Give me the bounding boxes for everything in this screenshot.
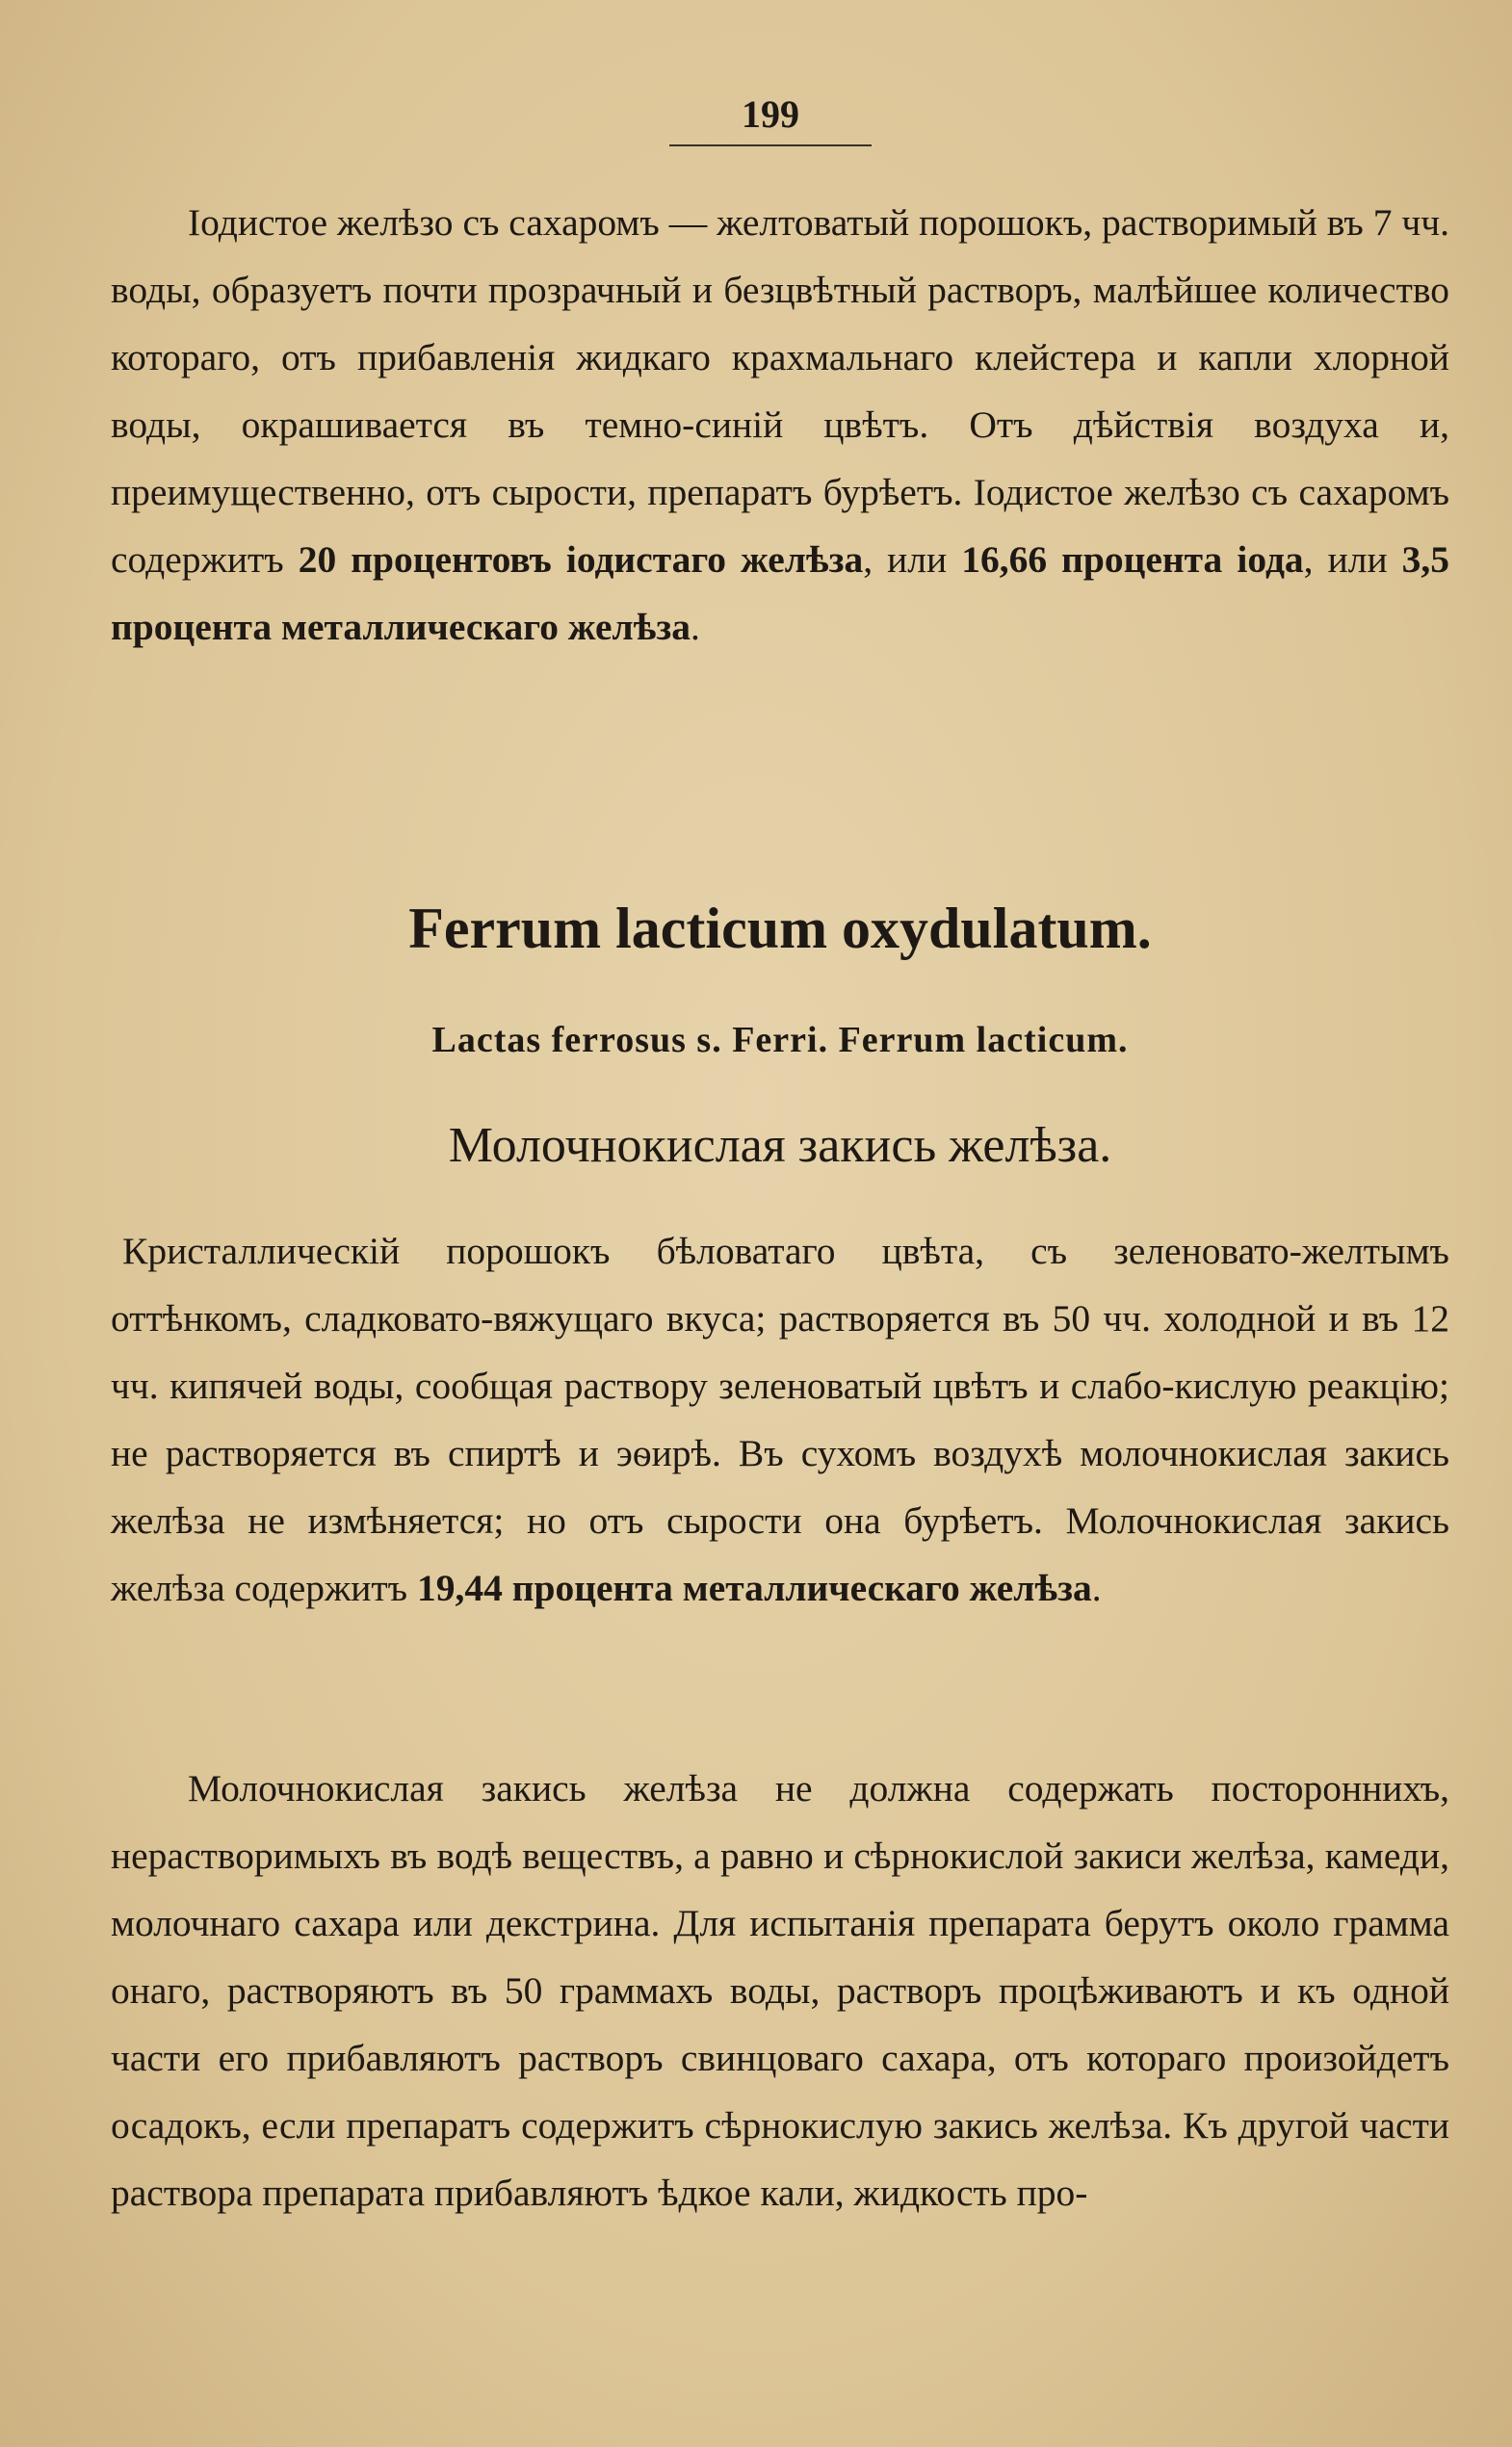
bold-iron-iodide-percent: 20 процентовъ іодистаго желѣза — [298, 538, 864, 581]
paragraph-text: Іодистое желѣзо съ сахаромъ — желтоватый порошокъ, растворимый въ 7 чч. воды, образуетъ почти прозрачный и безцвѣтный растворъ, малѣйшее количество котораго, отъ прибавленія жидкаго крахмальнаго клейстера и капли хлорной воды, окрашивается въ темно-синій цвѣтъ. Отъ дѣйствія воздуха и, преимущественно, отъ сырости, препаратъ бурѣетъ. Іодистое желѣзо съ сахаромъ содержитъ — [111, 201, 1449, 581]
paragraph-ferrous-lactate-description — [111, 1217, 1449, 1622]
bold-metallic-iron-percent: 3,5 процента металлическаго желѣза — [111, 538, 1450, 648]
paragraph-text: , или — [1303, 538, 1402, 581]
paragraph-iron-iodide-with-sugar — [111, 189, 1449, 661]
paragraph-text: Кристаллическій порошокъ бѣловатаго цвѣта, съ зеленовато-желтымъ оттѣнкомъ, сладковато-вяжущаго вкуса; растворяется въ 50 чч. холодной и въ 12 чч. кипячей воды, сообщая раствору зеленоватый цвѣтъ и слабо-кислую реакцію; не растворяется въ спиртѣ и эѳирѣ. Въ сухомъ воздухѣ молочнокислая закись желѣза не измѣняется; но отъ сырости она бурѣетъ. Молочнокислая закись желѣза содержитъ — [111, 1230, 1449, 1609]
paragraph-text: . — [691, 606, 700, 648]
section-russian-title: Молочнокислая закись желѣза. — [448, 1118, 1112, 1173]
bold-metallic-iron-percent: 19,44 процента металлическаго желѣза — [417, 1567, 1092, 1609]
section-latin-title: Ferrum lacticum oxydulatum. — [408, 897, 1152, 960]
bold-iodine-percent: 16,66 процента іода — [961, 538, 1304, 581]
paragraph-text: . — [1091, 1567, 1102, 1609]
paragraph-text: Молочнокислая закись желѣза не должна содержать постороннихъ, нерастворимыхъ въ водѣ веществъ, а равно и сѣрнокислой закиси желѣза, камеди, молочнаго сахара или декстрина. Для испытанія препарата берутъ около грамма онаго, растворяютъ въ 50 граммахъ воды, растворъ процѣживаютъ и къ одной части его прибавляютъ растворъ свинцоваго сахара, отъ котораго произойдетъ осадокъ, если препаратъ содержитъ сѣрнокислую закись желѣза. Къ другой части раствора препарата прибавляютъ ѣдкое кали, жидкость про- — [111, 1767, 1449, 2214]
section-latin-synonyms: Lactas ferrosus s. Ferri. Ferrum lacticum. — [431, 1020, 1129, 1060]
paragraph-text: , или — [863, 538, 962, 581]
page-number-rule — [669, 144, 872, 146]
paragraph-ferrous-lactate-testing — [111, 1755, 1449, 2226]
page-number: 199 — [742, 92, 799, 136]
